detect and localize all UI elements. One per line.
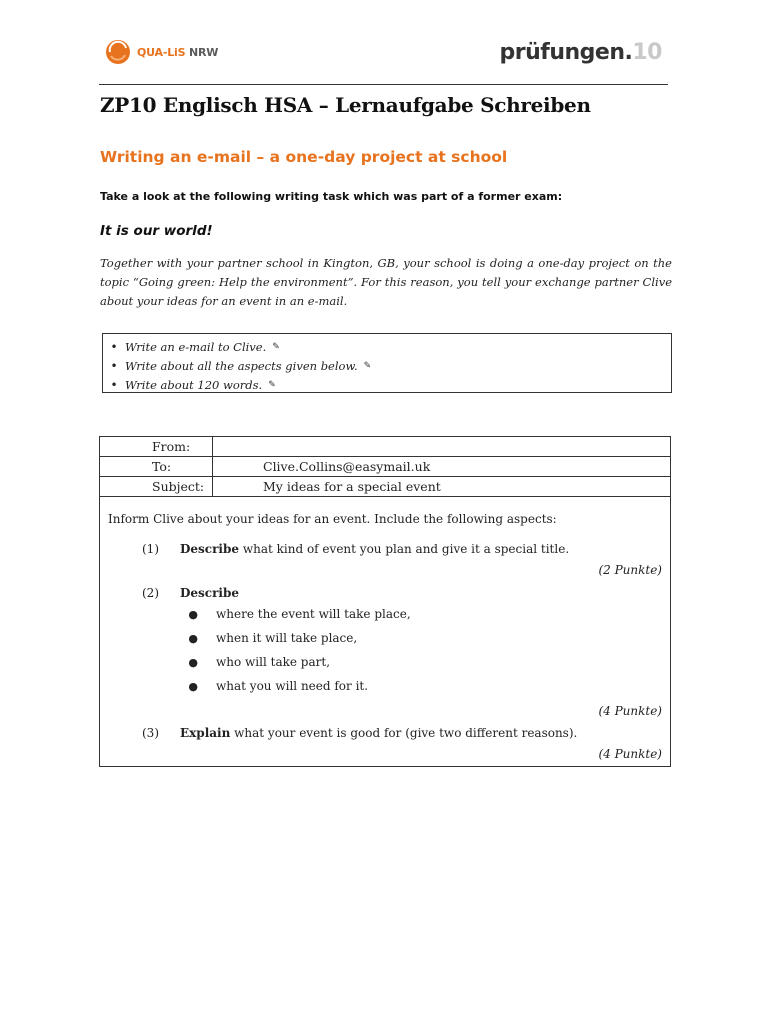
from-label: From: bbox=[100, 437, 213, 456]
aspect-2-points: (4 Punkte) bbox=[598, 704, 662, 718]
brand-word: prüfungen. bbox=[499, 40, 633, 65]
list-item: ● what you will need for it. bbox=[108, 674, 662, 698]
aspect-text: what kind of event you plan and give it a special title. bbox=[239, 542, 570, 556]
qualis-logo bbox=[104, 38, 218, 66]
header-divider bbox=[99, 84, 668, 85]
email-to-row bbox=[100, 457, 670, 477]
checklist-item: • Write an e-mail to Clive. ✎ bbox=[103, 337, 671, 356]
aspect-3-points: (4 Punkte) bbox=[598, 747, 662, 761]
logo-suffix: NRW bbox=[188, 45, 219, 59]
list-item: ● where the event will take place, bbox=[108, 602, 662, 626]
aspect-number: (2) bbox=[142, 586, 159, 600]
list-item: ● who will take part, bbox=[108, 650, 662, 674]
bullet-icon: ● bbox=[188, 607, 198, 621]
to-label: To: bbox=[100, 457, 213, 476]
aspect-verb: Describe bbox=[180, 586, 240, 600]
subject-label: Subject: bbox=[100, 477, 213, 496]
task-heading: It is our world! bbox=[100, 223, 213, 239]
aspect-text: what your event is good for (give two different reasons). bbox=[230, 726, 578, 740]
aspect-3 bbox=[108, 726, 662, 740]
pen-icon: ✎ bbox=[272, 341, 280, 352]
checklist-item: • Write about all the aspects given below. ✎ bbox=[103, 356, 671, 375]
page-title: ZP10 Englisch HSA – Lernaufgabe Schreiben bbox=[100, 93, 591, 117]
email-body bbox=[100, 497, 670, 766]
bullet-icon: • bbox=[110, 358, 118, 373]
email-form bbox=[99, 436, 671, 767]
task-description: Together with your partner school in Kington, GB, your school is doing a one-day project on the topic “Going green: Help the environment”. For this reason, you tell your exchange partner Clive about your ideas for an event in an e-mail. bbox=[100, 256, 672, 308]
aspect-1 bbox=[108, 542, 662, 556]
aspect-1-points: (2 Punkte) bbox=[598, 563, 662, 577]
logo-text: QUA-LiS bbox=[137, 45, 186, 59]
brand-number: 10 bbox=[632, 40, 662, 65]
email-from-row bbox=[100, 437, 670, 457]
email-intro: Inform Clive about your ideas for an event. Include the following aspects: bbox=[108, 512, 557, 526]
instruction-text: Take a look at the following writing task which was part of a former exam: bbox=[100, 190, 563, 203]
section-subtitle: Writing an e-mail – a one-day project at school bbox=[100, 148, 508, 166]
bullet-icon: ● bbox=[188, 679, 198, 693]
task-checklist bbox=[102, 333, 672, 393]
aspect-verb: Describe bbox=[180, 542, 240, 556]
aspect-2 bbox=[108, 586, 662, 600]
pen-icon: ✎ bbox=[268, 379, 276, 390]
bullet-icon: ● bbox=[188, 631, 198, 645]
bullet-icon: • bbox=[110, 339, 118, 354]
aspect-2-sublist bbox=[108, 602, 662, 698]
aspect-verb: Explain bbox=[180, 726, 231, 740]
qualis-logo-icon bbox=[104, 38, 132, 66]
to-value: Clive.Collins@easymail.uk bbox=[263, 459, 431, 474]
pen-icon: ✎ bbox=[363, 360, 372, 371]
checklist-item: • Write about 120 words. ✎ bbox=[103, 375, 671, 394]
email-subject-row bbox=[100, 477, 670, 497]
aspect-number: (1) bbox=[142, 542, 159, 556]
brand-logo bbox=[500, 40, 662, 65]
subject-value: My ideas for a special event bbox=[263, 479, 441, 494]
bullet-icon: • bbox=[110, 377, 118, 392]
list-item: ● when it will take place, bbox=[108, 626, 662, 650]
bullet-icon: ● bbox=[188, 655, 198, 669]
aspect-number: (3) bbox=[142, 726, 159, 740]
